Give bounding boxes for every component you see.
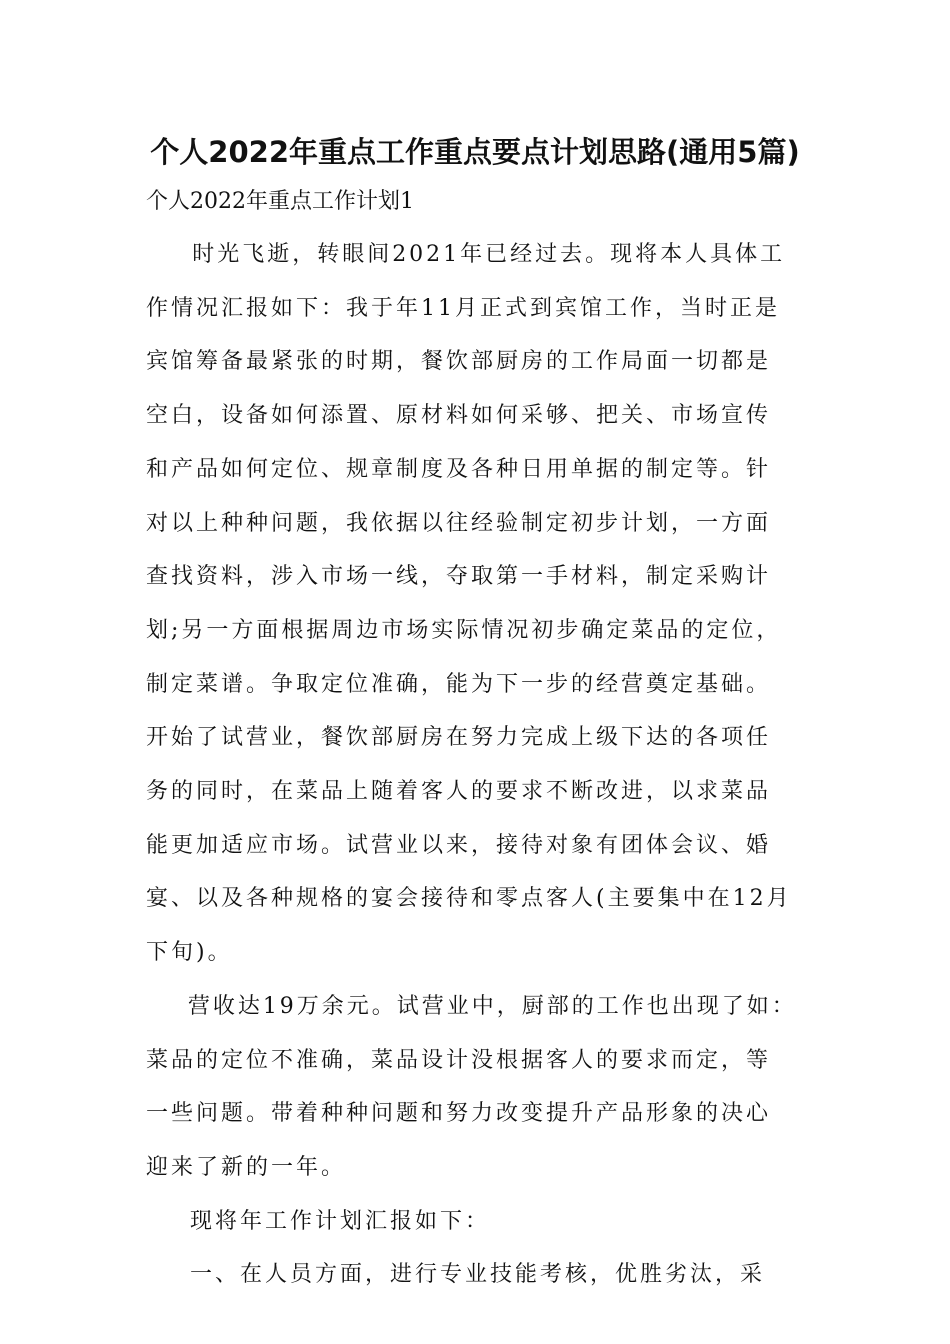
paragraph-line: 空白，设备如何添置、原材料如何采够、把关、市场宣传 bbox=[146, 403, 772, 429]
paragraph-line: 开始了试营业，餐饮部厨房在努力完成上级下达的各项任 bbox=[146, 725, 772, 751]
paragraph-2 bbox=[146, 980, 826, 1195]
paragraph-line: 下旬)。 bbox=[146, 940, 233, 966]
section-heading: 个人2022年重点工作计划1 bbox=[146, 189, 414, 214]
paragraph-line: 宴、以及各种规格的宴会接待和零点客人(主要集中在12月 bbox=[146, 886, 792, 912]
paragraph-line: 查找资料，涉入市场一线，夺取第一手材料，制定采购计 bbox=[146, 564, 772, 590]
paragraph-line: 制定菜谱。争取定位准确，能为下一步的经营奠定基础。 bbox=[146, 671, 772, 697]
paragraph-line: 一、在人员方面，进行专业技能考核，优胜劣汰，采 bbox=[190, 1262, 766, 1288]
paragraph-line: 划;另一方面根据周边市场实际情况初步确定菜品的定位， bbox=[146, 617, 782, 643]
paragraph-3 bbox=[146, 1195, 826, 1249]
paragraph-4 bbox=[146, 1248, 826, 1302]
paragraph-line: 现将年工作计划汇报如下： bbox=[190, 1208, 491, 1234]
paragraph-line: 时光飞逝，转眼间2021年已经过去。现将本人具体工 bbox=[192, 242, 786, 267]
paragraph-line: 能更加适应市场。试营业以来，接待对象有团体会议、婚 bbox=[146, 832, 772, 858]
document-body bbox=[146, 228, 826, 1302]
paragraph-line: 菜品的定位不准确，菜品设计没根据客人的要求而定，等 bbox=[146, 1047, 772, 1073]
paragraph-line: 营收达19万余元。试营业中，厨部的工作也出现了如： bbox=[187, 993, 797, 1019]
paragraph-line: 一些问题。带着种种问题和努力改变提升产品形象的决心 bbox=[146, 1101, 772, 1127]
paragraph-line: 迎来了新的一年。 bbox=[146, 1154, 347, 1180]
document-title: 个人2022年重点工作重点要点计划思路(通用5篇) bbox=[150, 135, 800, 169]
paragraph-line: 对以上种种问题，我依据以往经验制定初步计划，一方面 bbox=[146, 510, 772, 536]
paragraph-line: 务的同时，在菜品上随着客人的要求不断改进，以求菜品 bbox=[146, 779, 772, 805]
paragraph-line: 和产品如何定位、规章制度及各种日用单据的制定等。针 bbox=[146, 456, 772, 482]
paragraph-line: 宾馆筹备最紧张的时期，餐饮部厨房的工作局面一切都是 bbox=[146, 349, 772, 375]
paragraph-line: 作情况汇报如下：我于年11月正式到宾馆工作，当时正是 bbox=[146, 295, 780, 321]
paragraph-1 bbox=[146, 228, 826, 980]
